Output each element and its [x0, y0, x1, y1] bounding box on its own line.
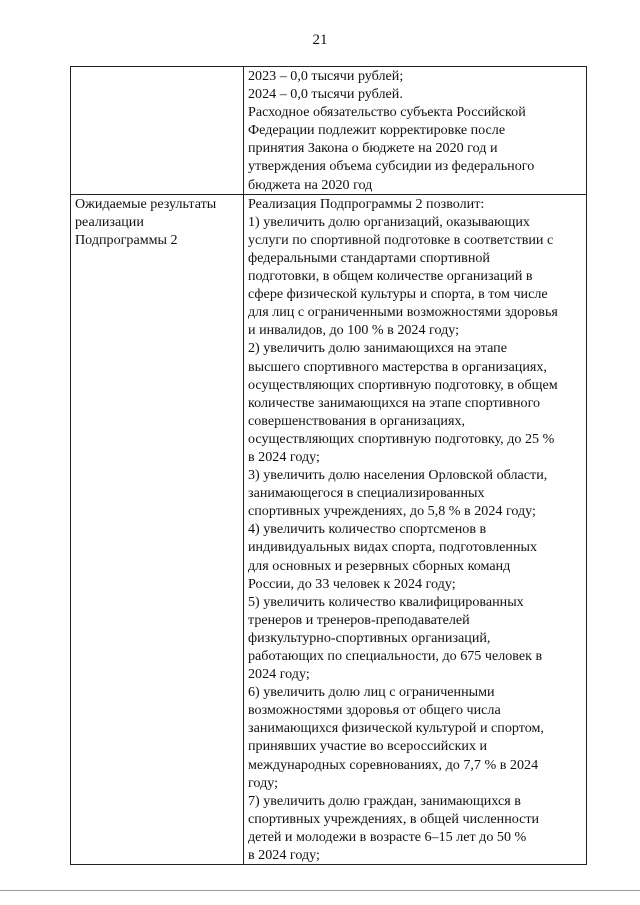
text-line: международных соревнованиях, до 7,7 % в 2024	[248, 756, 539, 773]
text-line: Федерации подлежит корректировке после	[248, 122, 506, 139]
text-line: России, до 33 человек к 2024 году;	[248, 575, 456, 592]
text-line: федеральными стандартами спортивной	[248, 249, 490, 266]
text-line: осуществляющих спортивную подготовку, в общем	[248, 376, 558, 393]
text-line: для основных и резервных сборных команд	[248, 557, 511, 574]
table-row	[71, 67, 587, 195]
text-line: году;	[248, 774, 279, 791]
text-line: высшего спортивного мастерства в организациях,	[248, 358, 547, 375]
text-line: 2024 году;	[248, 666, 310, 683]
text-line: принятия Закона о бюджете на 2020 год и	[248, 140, 498, 157]
text-line: 1) увеличить долю организаций, оказывающих	[248, 213, 530, 230]
text-line: занимающегося в специализированных	[248, 485, 485, 502]
text-line: подготовки, в общем количестве организаций в	[248, 268, 533, 285]
table-row	[71, 194, 587, 864]
text-line: индивидуальных видах спорта, подготовленных	[248, 539, 538, 556]
text-line: совершенствования в организациях,	[248, 412, 466, 429]
text-line: возможностями здоровья от общего числа	[248, 702, 501, 719]
text-line: 2023 – 0,0 тысячи рублей;	[248, 68, 404, 84]
text-line: спортивных учреждениях, до 5,8 % в 2024 году;	[248, 503, 536, 520]
text-line: 5) увеличить количество квалифицированных	[248, 593, 524, 610]
text-line: 2024 – 0,0 тысячи рублей.	[248, 86, 403, 103]
text-line: утверждения объема субсидии из федерального	[248, 158, 535, 175]
text-line: для лиц с ограниченными возможностями здоровья	[248, 304, 558, 321]
row-content-cell	[244, 67, 587, 195]
text-line: в 2024 году;	[248, 448, 320, 465]
expected-results-label-cell	[71, 194, 244, 864]
text-line: детей и молодежи в возрасте 6–15 лет до 50 %	[248, 828, 527, 845]
text-line: принявших участие во всероссийских и	[248, 738, 488, 755]
text-line: тренеров и тренеров-преподавателей	[248, 611, 470, 628]
text-line: Реализация Подпрограммы 2 позволит:	[248, 195, 485, 212]
text-line: Подпрограммы 2	[75, 231, 178, 248]
program-passport-table	[70, 66, 587, 865]
text-line: 3) увеличить долю населения Орловской области,	[248, 467, 548, 484]
text-line: осуществляющих спортивную подготовку, до 25 %	[248, 430, 555, 447]
text-line: Расходное обязательство субъекта Российской	[248, 104, 526, 121]
page-number: 21	[312, 32, 328, 48]
text-line: и инвалидов, до 100 % в 2024 году;	[248, 322, 460, 339]
expected-results-content-cell	[244, 194, 587, 864]
text-line: 4) увеличить количество спортсменов в	[248, 521, 487, 538]
text-line: бюджета на 2020 год	[248, 176, 373, 193]
text-line: физкультурно-спортивных организаций,	[248, 629, 491, 646]
text-line: Ожидаемые результаты	[75, 195, 217, 212]
text-line: 2) увеличить долю занимающихся на этапе	[248, 340, 507, 357]
row-label-cell	[71, 67, 244, 195]
text-line: 6) увеличить долю лиц с ограниченными	[248, 684, 495, 701]
text-line: 7) увеличить долю граждан, занимающихся в	[248, 792, 521, 809]
text-line: услуги по спортивной подготовке в соответствии с	[248, 231, 554, 248]
text-line: работающих по специальности, до 675 человек в	[248, 648, 543, 664]
text-line: в 2024 году;	[248, 847, 320, 864]
text-line: сфере физической культуры и спорта, в том числе	[248, 286, 548, 303]
text-line: количестве занимающихся на этапе спортивного	[248, 394, 541, 411]
text-line: занимающихся физической культурой и спортом,	[248, 720, 544, 737]
text-line: спортивных учреждениях, в общей численности	[248, 810, 540, 827]
text-line: реализации	[75, 213, 144, 230]
bottom-scan-edge-line	[0, 890, 640, 891]
